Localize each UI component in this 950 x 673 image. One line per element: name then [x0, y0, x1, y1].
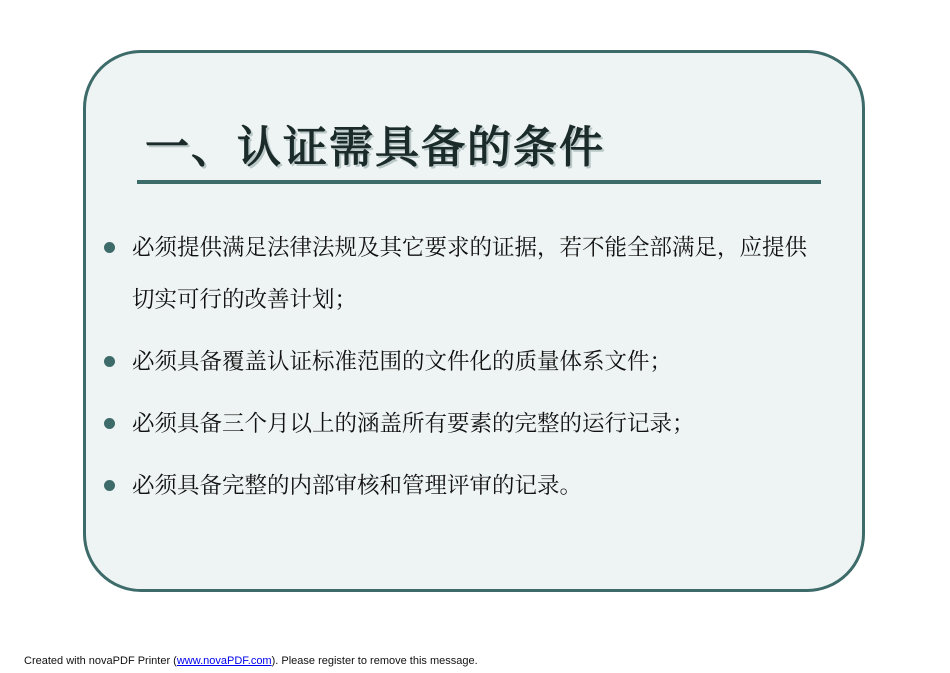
footer-watermark	[24, 655, 478, 667]
bullet-dot-icon	[104, 242, 115, 253]
bullet-text: 必须提供满足法律法规及其它要求的证据，若不能全部满足，应提供切实可行的改善计划；	[132, 235, 808, 313]
bullet-text: 必须具备三个月以上的涵盖所有要素的完整的运行记录；	[132, 411, 695, 437]
footer-prefix: Created with novaPDF Printer (	[24, 655, 177, 667]
bullet-dot-icon	[104, 480, 115, 491]
bullet-item	[100, 398, 820, 450]
bullet-text: 必须具备覆盖认证标准范围的文件化的质量体系文件；	[132, 349, 673, 375]
bullet-item	[100, 336, 820, 388]
bullet-item	[100, 222, 820, 326]
title-underline	[137, 180, 821, 184]
bullet-text: 必须具备完整的内部审核和管理评审的记录。	[132, 473, 583, 499]
footer-link[interactable]: www.novaPDF.com	[176, 655, 272, 667]
bullet-list	[100, 222, 820, 522]
footer-suffix: ). Please register to remove this message.	[271, 655, 478, 667]
bullet-item	[100, 460, 820, 512]
slide-title: 一、认证需具备的条件	[145, 122, 605, 173]
bullet-dot-icon	[104, 418, 115, 429]
bullet-dot-icon	[104, 356, 115, 367]
